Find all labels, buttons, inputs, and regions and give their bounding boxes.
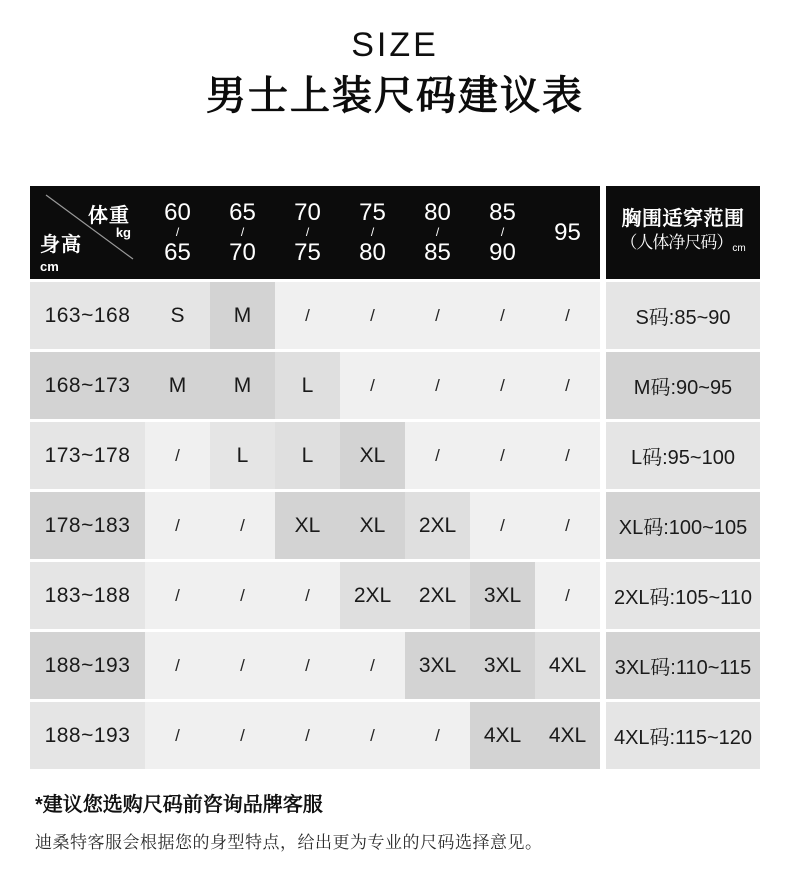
chest-cell: 3XL码:110~115 <box>606 632 760 699</box>
chest-cell: XL码:100~105 <box>606 492 760 559</box>
size-cell: 2XL <box>405 562 470 629</box>
slash: / <box>175 225 180 239</box>
size-cell: / <box>275 562 340 629</box>
size-cell: / <box>145 562 210 629</box>
size-cell: 2XL <box>405 492 470 559</box>
weight-header-cell <box>145 186 210 279</box>
weight-header-cell <box>275 186 340 279</box>
size-cell: / <box>535 282 600 349</box>
table-row <box>30 422 760 489</box>
size-cell: 4XL <box>535 632 600 699</box>
chest-cell: S码:85~90 <box>606 282 760 349</box>
table-row <box>30 492 760 559</box>
slash: / <box>500 225 505 239</box>
size-cell: / <box>535 562 600 629</box>
table-row <box>30 702 760 769</box>
weight-header-cell <box>340 186 405 279</box>
size-cell: / <box>535 352 600 419</box>
size-cell: 3XL <box>470 632 535 699</box>
weight-lower: 85 <box>424 239 451 266</box>
weight-header-cell <box>470 186 535 279</box>
weight-lower: 70 <box>229 239 256 266</box>
size-cell: XL <box>275 492 340 559</box>
slash: / <box>305 225 310 239</box>
height-cell: 188~193 <box>30 702 145 769</box>
chest-cell: L码:95~100 <box>606 422 760 489</box>
slash: / <box>435 225 440 239</box>
size-cell: / <box>145 492 210 559</box>
size-cell: / <box>535 492 600 559</box>
chest-cell: 2XL码:105~110 <box>606 562 760 629</box>
weight-lower: 75 <box>294 239 321 266</box>
size-cell: / <box>470 282 535 349</box>
weight-upper: 85 <box>489 199 516 226</box>
table-header-row <box>30 186 760 279</box>
size-table <box>30 186 760 769</box>
page-subtitle: 男士上装尺码建议表 <box>206 74 584 118</box>
size-cell: / <box>145 702 210 769</box>
size-cell: / <box>340 632 405 699</box>
size-cell: / <box>340 702 405 769</box>
weight-upper: 70 <box>294 199 321 226</box>
slash: / <box>370 225 375 239</box>
note-text: 迪桑特客服会根据您的身型特点，给出更为专业的尺码选择意见。 <box>35 833 543 852</box>
size-cell: / <box>275 282 340 349</box>
page-title: SIZE <box>351 26 439 64</box>
size-cell: / <box>405 352 470 419</box>
size-cell: M <box>145 352 210 419</box>
size-cell: / <box>210 492 275 559</box>
size-cell: / <box>210 562 275 629</box>
table-row <box>30 352 760 419</box>
size-cell: / <box>470 352 535 419</box>
table-row <box>30 632 760 699</box>
chest-header-line2 <box>620 232 745 260</box>
chest-header-cell <box>606 186 760 279</box>
table-row <box>30 282 760 349</box>
size-cell: / <box>405 422 470 489</box>
weight-upper: 80 <box>424 199 451 226</box>
weight-upper: 60 <box>164 199 191 226</box>
height-cell: 173~178 <box>30 422 145 489</box>
chest-header-line1: 胸围适穿范围 <box>621 207 745 230</box>
size-cell: / <box>405 282 470 349</box>
weight-header-cell <box>405 186 470 279</box>
size-cell: L <box>275 352 340 419</box>
weight-upper: 65 <box>229 199 256 226</box>
size-cell: 3XL <box>405 632 470 699</box>
height-cell: 168~173 <box>30 352 145 419</box>
weight-lower: 80 <box>359 239 386 266</box>
chest-header-unit: cm <box>732 242 746 254</box>
size-cell: / <box>275 632 340 699</box>
weight-upper: 75 <box>359 199 386 226</box>
size-cell: / <box>340 282 405 349</box>
size-cell: 4XL <box>470 702 535 769</box>
chest-cell: 4XL码:115~120 <box>606 702 760 769</box>
height-cell: 163~168 <box>30 282 145 349</box>
slash: / <box>240 225 245 239</box>
size-cell: / <box>145 422 210 489</box>
weight-header-cell <box>535 186 600 279</box>
weight-single: 95 <box>554 219 581 246</box>
size-cell: / <box>210 632 275 699</box>
size-cell: / <box>340 352 405 419</box>
height-cell: 178~183 <box>30 492 145 559</box>
size-cell: / <box>210 702 275 769</box>
weight-label: 体重 <box>88 205 130 227</box>
size-cell: 3XL <box>470 562 535 629</box>
size-cell: / <box>470 492 535 559</box>
height-label: 身高 <box>40 234 82 256</box>
size-cell: XL <box>340 422 405 489</box>
weight-lower: 65 <box>164 239 191 266</box>
size-cell: / <box>535 422 600 489</box>
size-cell: / <box>470 422 535 489</box>
height-unit: cm <box>40 259 59 274</box>
size-cell: / <box>405 702 470 769</box>
weight-lower: 90 <box>489 239 516 266</box>
size-cell: / <box>145 632 210 699</box>
size-cell: M <box>210 282 275 349</box>
size-cell: S <box>145 282 210 349</box>
weight-header-cell <box>210 186 275 279</box>
height-cell: 188~193 <box>30 632 145 699</box>
note-bold: *建议您选购尺码前咨询品牌客服 <box>35 794 323 816</box>
size-cell: XL <box>340 492 405 559</box>
size-cell: L <box>210 422 275 489</box>
size-cell: M <box>210 352 275 419</box>
table-row <box>30 562 760 629</box>
corner-cell <box>30 186 145 279</box>
size-cell: 2XL <box>340 562 405 629</box>
height-cell: 183~188 <box>30 562 145 629</box>
chest-cell: M码:90~95 <box>606 352 760 419</box>
size-cell: / <box>275 702 340 769</box>
size-cell: 4XL <box>535 702 600 769</box>
weight-unit: kg <box>115 225 131 240</box>
chest-header-paren: （人体净尺码） <box>620 232 733 252</box>
size-cell: L <box>275 422 340 489</box>
